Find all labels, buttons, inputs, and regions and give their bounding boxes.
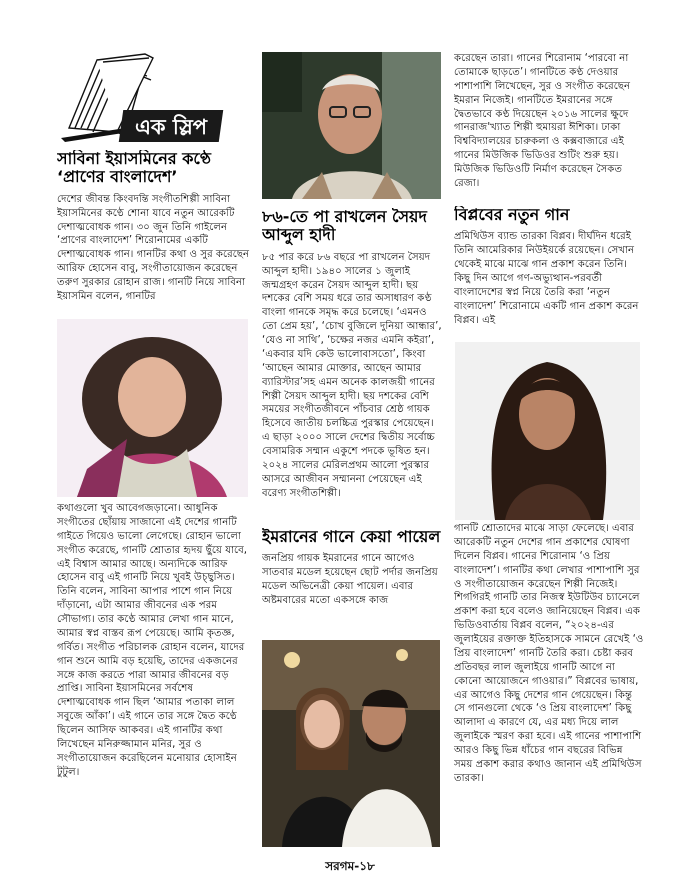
- column-1-bottom: [57, 502, 250, 854]
- column-3-top: [454, 52, 644, 204]
- article-biplob-body-2: গানটি শ্রোতাদের মাঝে সাড়া ফেলেছে। এবার আরেকটি নতুন দেশের গান প্রকাশের ঘোষণা দিলেন বিপ্লব। গানের শিরোনাম ‘ও প্রিয় বাংলাদেশ’। গানটির কথা লেখার পাশাপাশি সুর ও সংগীতায়োজন করেছেন শিল্পী নিজেই। শিগগিরই গানটি তার নিজস্ব ইউটিউব চ্যানেলে প্রকাশ করা হবে বলেও জানিয়েছেন বিপ্লব। এক ভিডিওবার্তায় বিপ্লব বলেন, “২০২৪-এর জুলাইয়ের রক্তাক্ত ইতিহাসকে সামনে রেখেই ‘ও প্রিয় বাংলাদেশ’ গানটি তৈরি করা। চেষ্টা করব প্রতিবছর লাল জুলাইয়ে গানটি আগে না কোনো আয়োজনে গাওয়ার।” বিপ্লবের ভাষায়, এর আগেও কিছু দেশের গান গেয়েছেন। কিন্তু সে গানগুলো থেকে ‘ও প্রিয় বাংলাদেশ’ কিছু আলাদা এ কারণে যে, এর মধ্য দিয়ে লাল জুলাইকে স্মরণ করা হবে। এই গানের পাশাপাশি আরও কিছু ভিন্ন ধাঁচের গান বছরের বিভিন্ন সময় প্রকাশ করার কথাও জানান এই প্রমিথিউস তারকা।: [454, 523, 644, 784]
- column-1-top: [57, 150, 250, 310]
- column-3-article-biplob: [454, 206, 644, 338]
- photo-imran-keya-payel: [262, 640, 440, 847]
- photo-syed-abdul-hadi: [262, 52, 441, 199]
- headline-hadi: ৮৬-তে পা রাখলেন সৈয়দ আব্দুল হাদী: [262, 208, 427, 245]
- logo-label: এক স্লিপ: [134, 115, 208, 139]
- section-logo: [57, 50, 222, 146]
- photo-sabina-yasmin: [57, 319, 248, 497]
- column-2-article-hadi: [262, 208, 442, 524]
- headline-biplob: বিপ্লবের নতুন গান: [454, 206, 570, 224]
- headline-sabina: সাবিনা ইয়াসমিনের কণ্ঠে ‘প্রাণের বাংলাদেশ’: [57, 150, 211, 187]
- article-hadi-body: ৮৫ পার করে ৮৬ বছরে পা রাখলেন সৈয়দ আব্দুল হাদী। ১৯৪০ সালের ১ জুলাই জন্মগ্রহণ করেন সৈয়দ আব্দুল হাদী। ছয় দশকের বেশি সময় ধরে তার অসাধারণ কণ্ঠ বাংলা গানকে সমৃদ্ধ করে চলেছে। ‘এমনও তো প্রেম হয়’, ‘চোখ বুজিলে দুনিয়া আন্ধার’, ‘যেও না সাথি’, ‘চক্ষের নজর এমনি কইরা’, ‘একবার যদি কেউ ভালোবাসতো’, কিংবা ‘আছেন আমার মোক্তার, আছেন আমার ব্যারিস্টার’সহ এমন অনেক কালজয়ী গানের শিল্পী সৈয়দ আব্দুল হাদী। ছয় দশকের বেশি সময়ের সংগীতজীবনে পাঁচবার শ্রেষ্ঠ গায়ক হিসেবে জাতীয় চলচ্চিত্র পুরস্কার পেয়েছেন। এ ছাড়া ২০০০ সালে দেশের দ্বিতীয় সর্বোচ্চ বেসামরিক সম্মান একুশে পদকে ভূষিত হন। ২০২৪ সালের মেরিলপ্রথম আলো পুরস্কার আসরে আজীবন সম্মাননা পেয়েছেন এই বরেণ্য সংগীতশিল্পী।: [262, 251, 442, 499]
- photo-biplob: [455, 342, 640, 520]
- headline-imran: ইমরানের গানে কেয়া পায়েল: [262, 528, 441, 546]
- column-3-bottom: [454, 522, 644, 854]
- article-imran-body: জনপ্রিয় গায়ক ইমরানের গানে আগেও সাতবার মডেল হয়েছেন ছোট পর্দার জনপ্রিয় মডেল অভিনেত্রী কেয়া পায়েল। এবার অষ্টমবারের মতো একসঙ্গে কাজ: [262, 553, 438, 607]
- page-footer: সরগম-১৮: [325, 859, 375, 873]
- column-2-article-imran: [262, 528, 442, 638]
- article-sabina-body-2: কথাগুলো খুব আবেগজড়ানো। আধুনিক সংগীতের ছোঁয়ায় সাজানো এই দেশের গানটি গাইতে গিয়েও ভালো লেগেছে। রোহান ভালো সংগীত করেছে, গানটি শ্রোতার হৃদয় ছুঁয়ে যাবে, এই বিশ্বাস আমার আছে। অন্যদিকে আরিফ হোসেন বাবু এই গানটি নিয়ে খুবই উচ্ছ্বসিত। তিনি বলেন, সাবিনা আপার পাশে গান নিয়ে দাঁড়ানো, এটা আমার জীবনের এক পরম সৌভাগ্য। তার কণ্ঠে আমার লেখা গান মানে, আমার স্বপ্ন বাস্তব রূপ পেয়েছে। আমি কৃতজ্ঞ, গর্বিত। সংগীত পরিচালক রোহান বলেন, যাদের গান শুনে আমি বড় হয়েছি, তাদের একজনের সঙ্গে কাজ করতে পারা আমার জীবনের বড় প্রাপ্তি। সাবিনা ইয়াসমিনের সর্বশেষ দেশাত্মবোধক গান ছিল ‘আমার পতাকা লাল সবুজে আঁকা’। এই গানে তার সঙ্গে দ্বৈত কণ্ঠে ছিলেন আসিফ আকবর। এই গানটির কথা লিখেছেন মনিরুজ্জামান মনির, সুর ও সংগীতায়োজন করেছিলেন মনোয়ার হোসাইন টুটুল।: [57, 503, 248, 778]
- article-biplob-body-1: প্রমিথিউস ব্যান্ড তারকা বিপ্লব। দীর্ঘদিন ধরেই তিনি আমেরিকার নিউইয়র্কে রয়েছেন। সেখান থেকেই মাঝে মাঝে গান প্রকাশ করেন তিনি। কিছু দিন আগে গণ-অভ্যুত্থান-পরবর্তী বাংলাদেশের স্বপ্ন নিয়ে তৈরি করা ‘নতুন বাংলাদেশ’ শিরোনামে একটি গান প্রকাশ করেন বিপ্লব। এই: [454, 231, 639, 326]
- article-imran-body-cont: করেছেন তারা। গানের শিরোনাম ‘পারবো না তোমাকে ছাড়তে’। গানটিতে কণ্ঠ দেওয়ার পাশাপাশি লিখেছেন, সুর ও সংগীত করেছেন ইমরান নিজেই। গানটিতে ইমরানের সঙ্গে দ্বৈতভাবে কণ্ঠ দিয়েছেন ২০১৬ সালের ক্ষুদে গানরাজ'খ্যাত শিল্পী হুমায়রা ঈশিকা। ঢাকা বিশ্ববিদ্যালয়ের চারুকলা ও কক্সবাজারে এই গানের মিউজিক ভিডিওর শুটিং শুরু হয়। মিউজিক ভিডিওটি নির্মাণ করেছেন সৈকত রেজা।: [454, 53, 631, 189]
- article-sabina-body-1: দেশের জীবন্ত কিংবদন্তি সংগীতশিল্পী সাবিনা ইয়াসমিনের কণ্ঠে শোনা যাবে নতুন আরেকটি দেশাত্মবোধক গান। ৩০ জুন তিনি গাইলেন ‘প্রাণের বাংলাদেশ’ শিরোনামের একটি দেশাত্মবোধক গান। গানটির কথা ও সুর করেছেন আরিফ হোসেন বাবু, সংগীতায়োজন করেছেন তরুণ সুরকার রোহান রাজ। গানটি নিয়ে সাবিনা ইয়াসমিন বলেন, গানটির: [57, 193, 250, 302]
